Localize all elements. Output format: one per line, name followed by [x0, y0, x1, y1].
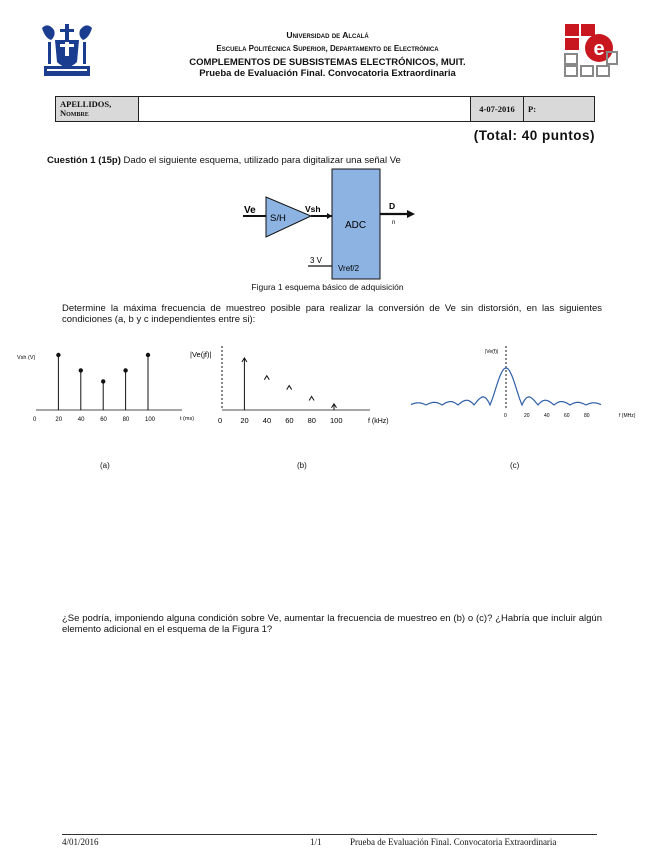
plot-b: [190, 343, 420, 428]
sh-label: S/H: [270, 213, 286, 224]
plot-b-tick-4: 80: [307, 416, 316, 425]
name-label-line1: APELLIDOS,: [60, 99, 112, 109]
name-label-line2: Nombre: [60, 108, 89, 118]
plot-b-arrowhead-2: [287, 386, 292, 390]
plot-a-sample-1: [79, 368, 83, 372]
university-crest-logo: [38, 22, 96, 80]
name-input-cell[interactable]: [139, 97, 471, 122]
plot-c: [405, 343, 650, 428]
university-name: Universidad de Alcalá: [286, 30, 369, 40]
output-subscript: n: [392, 220, 396, 226]
plot-a-tick-2: 40: [77, 417, 85, 423]
plot-b-caption: (b): [297, 461, 307, 470]
vref-input-label: 3 V: [310, 256, 323, 265]
plot-a: [14, 343, 214, 428]
plot-a-xlabel: t (ms): [180, 416, 195, 422]
plot-b-tick-3: 60: [285, 416, 294, 425]
question-points: (15p): [98, 155, 121, 166]
plot-b-arrowhead-3: [309, 396, 314, 400]
total-points: (Total: 40 puntos): [473, 128, 595, 143]
svg-text:e: e: [593, 38, 605, 60]
plot-b-arrowhead-1: [264, 376, 269, 380]
plot-a-caption: (a): [100, 461, 110, 470]
plot-a-tick-3: 60: [100, 417, 107, 423]
school-name: Escuela Politécnica Superior, Departamento de Electrónica: [216, 44, 439, 53]
plot-b-tick-1: 20: [240, 416, 249, 425]
student-id-table: [55, 96, 595, 122]
plot-c-ylabel: |Ve(f)|: [485, 349, 499, 355]
instruction-paragraph: Determine la máxima frecuencia de muestreo posible para realizar la conversión de Ve sin distorsión, en las siguientes condiciones (a, b y c independientes entre si):: [62, 303, 602, 325]
plot-c-tick-1: 20: [524, 413, 530, 419]
exam-title: Prueba de Evaluación Final. Convocatoria Extraordinaria: [199, 68, 456, 79]
output-label: D: [389, 201, 396, 211]
vref-label: Vref/2: [338, 264, 360, 273]
plot-b-tick-0: 0: [218, 416, 223, 425]
plot-c-tick-2: 40: [544, 413, 550, 419]
plot-a-tick-0: 0: [33, 417, 37, 423]
followup-question: ¿Se podría, imponiendo alguna condición sobre Ve, aumentar la frecuencia de muestreo en (b) o (c)? ¿Habría que incluir algún elemento adicional en el esquema de la Figura 1?: [62, 613, 602, 635]
plot-a-sample-2: [101, 379, 105, 383]
plot-c-xlabel: f (MHz): [619, 413, 636, 419]
plot-a-ylabel: Vsh (V): [17, 355, 36, 361]
input-label: Ve: [244, 205, 256, 216]
plot-a-tick-1: 20: [55, 417, 63, 423]
question-label: Cuestión 1: [47, 155, 96, 166]
plot-c-tick-4: 80: [584, 413, 590, 419]
exam-date-cell: 4-07-2016: [471, 97, 524, 122]
course-title: COMPLEMENTOS DE SUBSISTEMAS ELECTRÓNICOS, MUIT.: [189, 57, 466, 68]
plot-b-tick-2: 40: [262, 416, 272, 425]
plot-a-sample-3: [123, 368, 127, 372]
plot-c-tick-3: 60: [564, 413, 570, 419]
plot-c-tick-0: 0: [504, 413, 507, 419]
question-text: Dado el siguiente esquema, utilizado para digitalizar una señal Ve: [120, 155, 401, 166]
adc-label: ADC: [345, 220, 367, 231]
plot-b-ylabel: |Ve(jf)|: [190, 350, 212, 359]
footer-page: 1/1: [310, 837, 322, 847]
vsh-label: Vsh: [305, 204, 321, 214]
footer-title: Prueba de Evaluación Final. Convocatoria Extraordinaria: [350, 837, 557, 847]
plot-b-xlabel: f (kHz): [368, 418, 389, 425]
footer-rule: [62, 834, 597, 835]
plot-a-tick-4: 80: [122, 417, 130, 423]
plot-c-caption: (c): [510, 461, 520, 470]
footer-date: 4/01/2016: [62, 837, 99, 847]
plot-a-sample-4: [146, 353, 150, 357]
acquisition-block-diagram: [235, 165, 425, 280]
plot-a-sample-0: [56, 353, 60, 357]
plot-b-tick-5: 100: [330, 416, 343, 425]
department-logo: [563, 22, 619, 78]
plot-a-tick-5: 100: [145, 417, 156, 423]
figure-caption: Figura 1 esquema básico de adquisición: [251, 282, 404, 292]
name-label-cell: [56, 97, 139, 122]
points-cell: P:: [524, 97, 595, 122]
